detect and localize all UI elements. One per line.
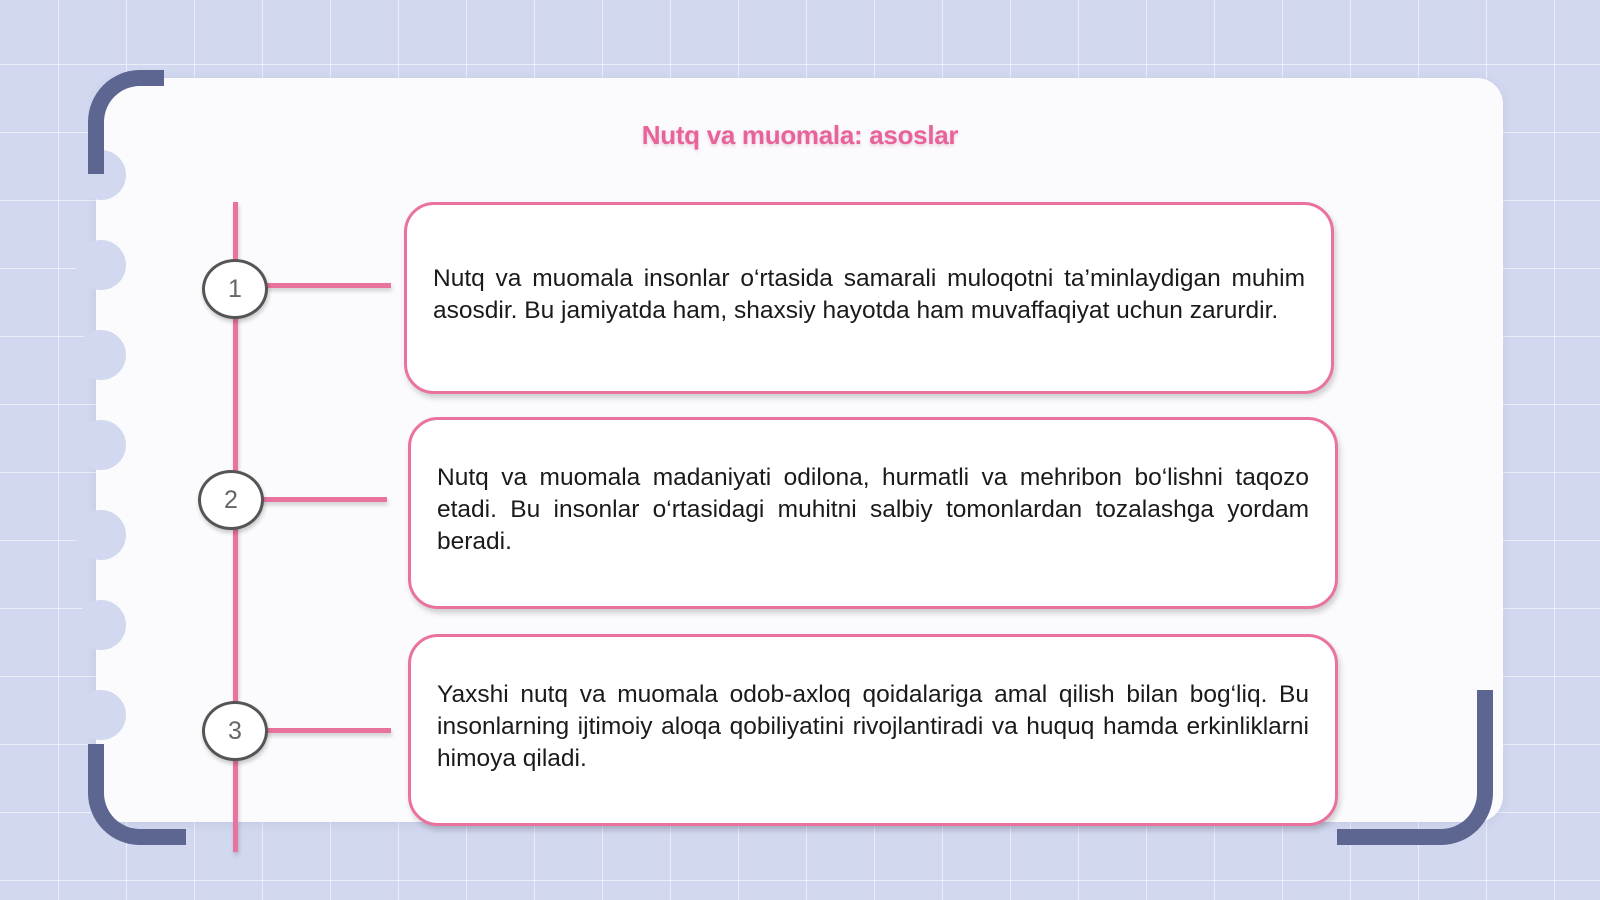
frame-corner-bottom-right (1337, 690, 1493, 845)
step-number-2: 2 (198, 470, 264, 530)
frame-corner-bottom-left (88, 744, 186, 845)
step-connector (263, 728, 391, 733)
step-number-3: 3 (202, 701, 268, 761)
frame-corner-top-left (88, 70, 164, 174)
page-scallop (76, 690, 126, 740)
page-scallop (76, 510, 126, 560)
page-scallop (76, 330, 126, 380)
step-connector (263, 283, 391, 288)
step-number-1: 1 (202, 259, 268, 319)
step-connector (259, 497, 387, 502)
step-card-3 (408, 634, 1338, 826)
page-scallop (76, 240, 126, 290)
step-text-2: Nutq va muomala madaniyati odilona, hurmatli va mehribon bo‘lishni taqozo etadi. Bu insonlar o‘rtasidagi muhitni salbiy tomonlardan tozalashga yordam beradi. (437, 464, 1309, 555)
step-text-1: Nutq va muomala insonlar o‘rtasida samarali muloqotni ta’minlaydigan muhim asosdir. Bu jamiyatda ham, shaxsiy hayotda ham muvaffaqiyat uchun zarurdir. (433, 265, 1305, 324)
step-card-2 (408, 417, 1338, 609)
step-card-1 (404, 202, 1334, 394)
page-scallop (76, 420, 126, 470)
step-text-3: Yaxshi nutq va muomala odob-axloq qoidalariga amal qilish bilan bog‘liq. Bu insonlarning ijtimoiy aloqa qobiliyatini rivojlantiradi va huquq hamda erkinliklarni himoya qiladi. (437, 681, 1309, 772)
slide-title: Nutq va muomala: asoslar (641, 120, 959, 150)
page-scallop (76, 600, 126, 650)
